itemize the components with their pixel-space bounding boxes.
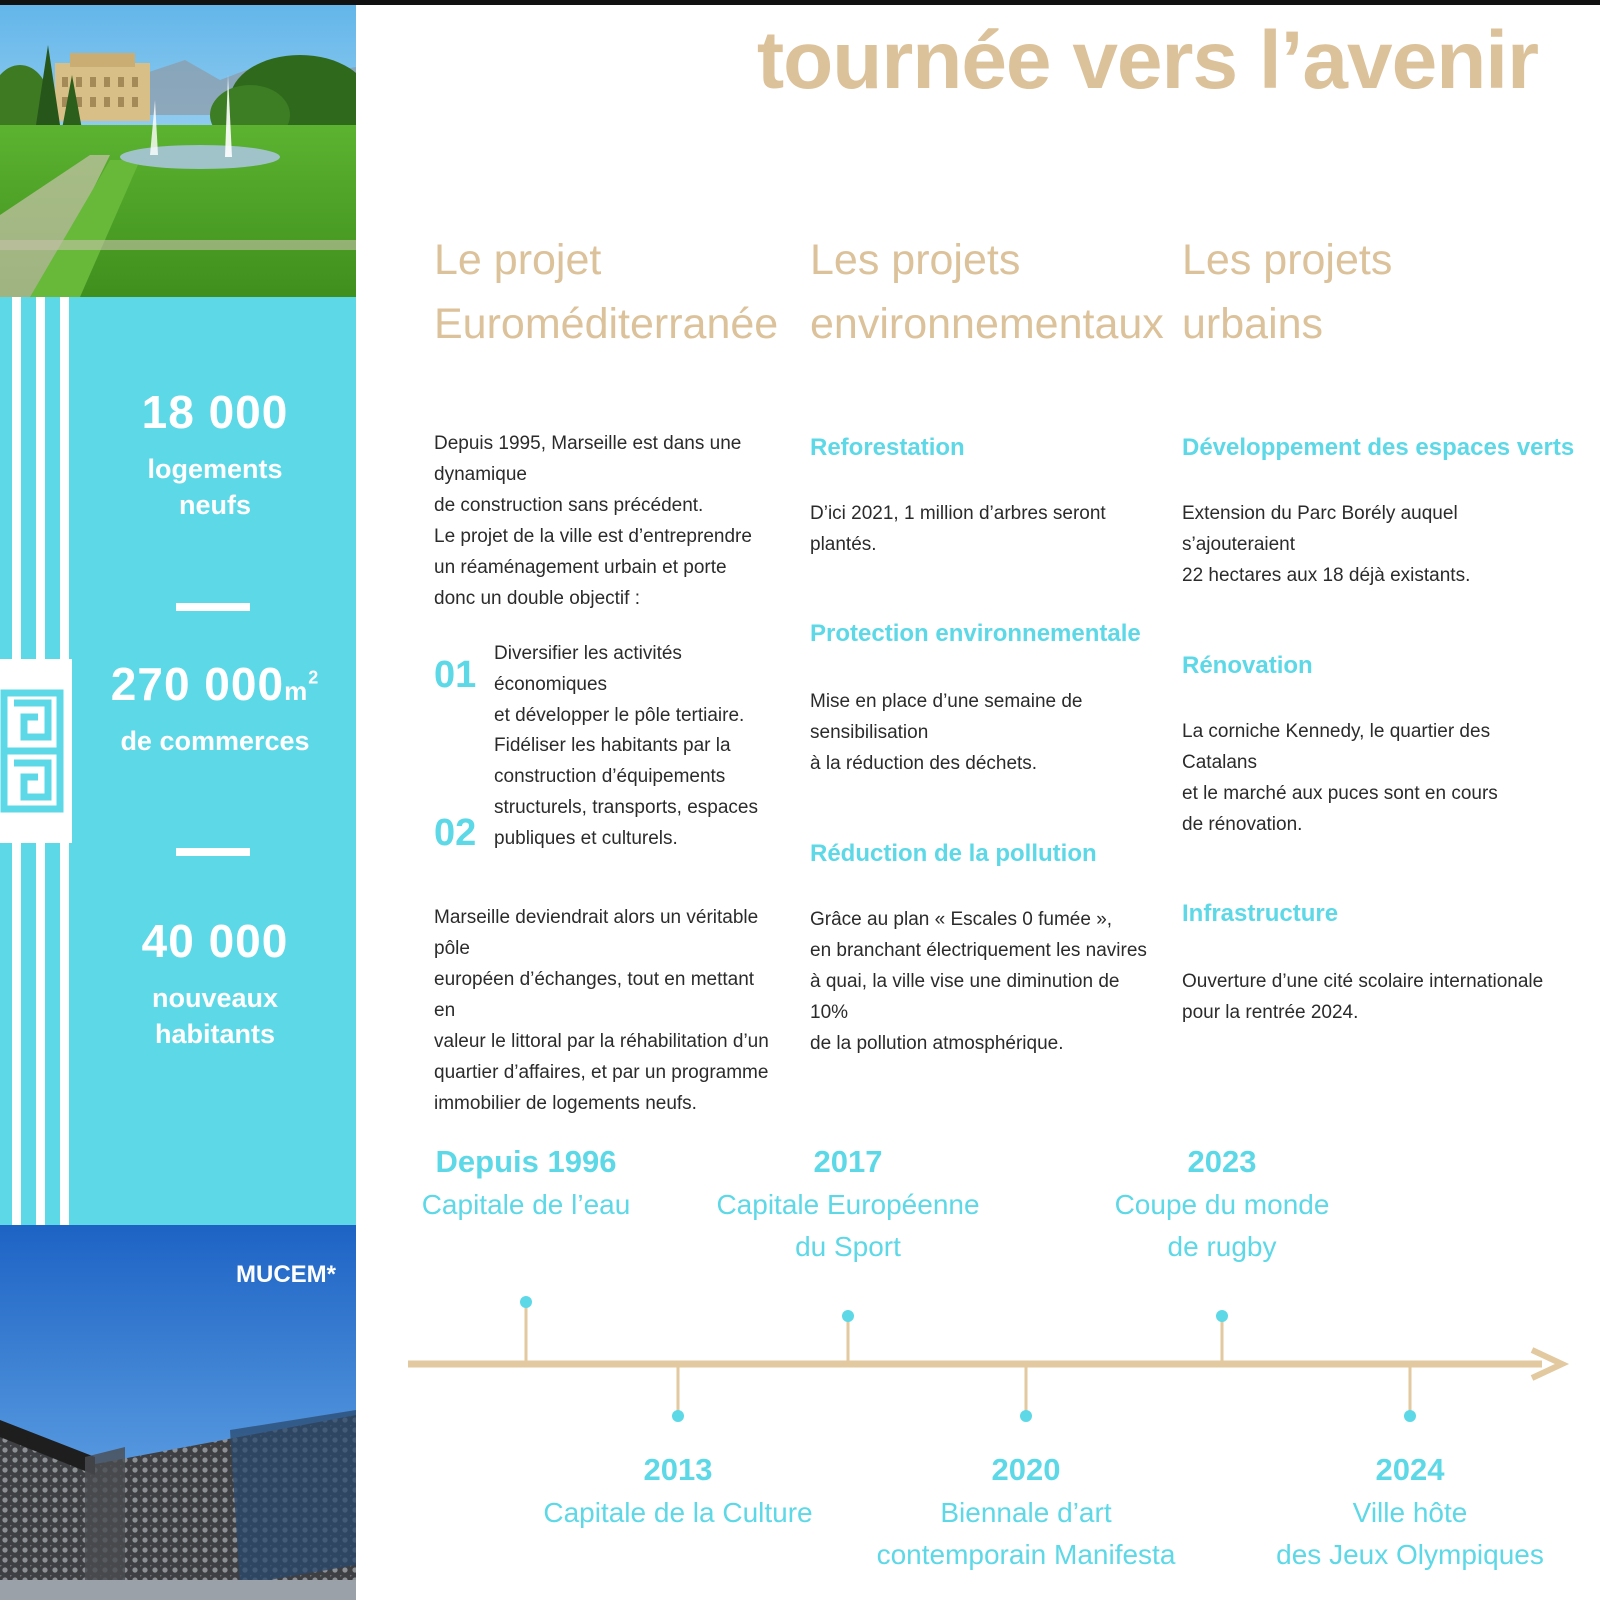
objective-text: Fidéliser les habitants par la construction d’équipements structurels, transports, espaces publiques et culturels. xyxy=(494,735,758,849)
mucem-photo xyxy=(0,1225,356,1600)
stat-inhabitants xyxy=(74,914,356,1052)
stat-housing-label: logements neufs xyxy=(147,454,283,520)
timeline-year: 2013 xyxy=(643,1452,713,1487)
section-heading: Reforestation xyxy=(810,434,965,461)
column-environment xyxy=(810,228,1164,356)
timeline-arrow-icon xyxy=(1532,1350,1562,1378)
timeline-dot xyxy=(1020,1410,1032,1422)
timeline-year: 2017 xyxy=(813,1144,883,1179)
timeline-event: Coupe du monde de rugby xyxy=(1114,1189,1330,1262)
timeline-event: Capitale de la Culture xyxy=(543,1497,813,1528)
timeline-event: Biennale d’art contemporain Manifesta xyxy=(876,1497,1176,1570)
timeline-year: Depuis 1996 xyxy=(435,1144,617,1179)
timeline-year: 2020 xyxy=(991,1452,1061,1487)
objective-number: 02 xyxy=(434,812,477,854)
euromed-conclusion-text: Marseille deviendrait alors un véritable pôle européen d’échanges, tout en mettant en valeur le littoral par la réhabilitation d’un quartier d’affaires, et par un programme immobilier de logements neufs. xyxy=(434,907,769,1114)
left-sidebar xyxy=(0,5,356,1600)
mucem-label: MUCEM* xyxy=(236,1261,336,1288)
timeline-dot xyxy=(842,1310,854,1322)
stat-housing xyxy=(74,385,356,523)
timeline-dot xyxy=(520,1296,532,1308)
timeline-event: Capitale de l’eau xyxy=(421,1189,631,1220)
stat-commerce-label: de commerces xyxy=(120,726,310,756)
stat-inhabitants-label: nouveaux habitants xyxy=(151,983,279,1049)
column-heading: Le projet Euroméditerranée xyxy=(434,236,779,348)
section-heading: Réduction de la pollution xyxy=(810,840,1097,867)
timeline-year: 2024 xyxy=(1375,1452,1445,1487)
section-text: Grâce au plan « Escales 0 fumée », en branchant électriquement les navires à quai, la ville vise une diminution de 10% de la pollution atmosphérique. xyxy=(810,909,1147,1054)
stat-commerce-unit-exponent: 2 xyxy=(308,667,320,688)
section-heading: Protection environnementale xyxy=(810,620,1141,647)
column-euromediterranee xyxy=(434,228,779,356)
key-figures-panel xyxy=(0,297,356,1225)
section-text: Mise en place d’une semaine de sensibilisation à la réduction des déchets. xyxy=(810,691,1083,774)
timeline-dot xyxy=(1216,1310,1228,1322)
column-heading: Les projets urbains xyxy=(1182,236,1393,348)
stat-commerce-value: 270 000 xyxy=(110,658,285,710)
timeline-event: Capitale Européenne du Sport xyxy=(716,1189,980,1262)
greek-key-stripes xyxy=(0,297,72,1225)
stat-commerce-unit: m xyxy=(284,676,309,706)
euromed-intro-text: Depuis 1995, Marseille est dans une dynamique de construction sans précédent. Le projet de la ville est d’entreprendre un réaménagement urbain et porte donc un double objectif : xyxy=(434,433,752,609)
section-heading: Rénovation xyxy=(1182,652,1313,679)
section-text: Extension du Parc Borély auquel s’ajouteraient 22 hectares aux 18 déjà existants. xyxy=(1182,503,1471,586)
timeline-dot xyxy=(672,1410,684,1422)
stat-separator xyxy=(176,603,250,611)
stat-housing-number: 18 000 xyxy=(141,386,289,438)
objective-number: 01 xyxy=(434,654,477,696)
timeline-event: Ville hôte des Jeux Olympiques xyxy=(1276,1497,1544,1570)
stat-commerce xyxy=(74,657,356,759)
park-borely-photo xyxy=(0,5,356,297)
timeline-dot xyxy=(1404,1410,1416,1422)
section-text: La corniche Kennedy, le quartier des Catalans et le marché aux puces sont en cours de rénovation. xyxy=(1182,721,1498,835)
stat-inhabitants-number: 40 000 xyxy=(141,915,289,967)
column-urban xyxy=(1182,228,1562,356)
page-title: tournée vers l’avenir xyxy=(756,15,1538,106)
objective-text: Diversifier les activités économiques et développer le pôle tertiaire. xyxy=(494,643,745,726)
section-heading: Infrastructure xyxy=(1182,900,1339,927)
section-heading: Développement des espaces verts xyxy=(1182,434,1575,461)
section-text: Ouverture d’une cité scolaire internationale pour la rentrée 2024. xyxy=(1182,971,1544,1023)
stat-separator xyxy=(176,848,250,856)
column-heading: Les projets environnementaux xyxy=(810,236,1164,348)
section-text: D’ici 2021, 1 million d’arbres seront plantés. xyxy=(810,503,1106,555)
timeline-year: 2023 xyxy=(1187,1144,1257,1179)
stat-commerce-number xyxy=(74,657,356,711)
